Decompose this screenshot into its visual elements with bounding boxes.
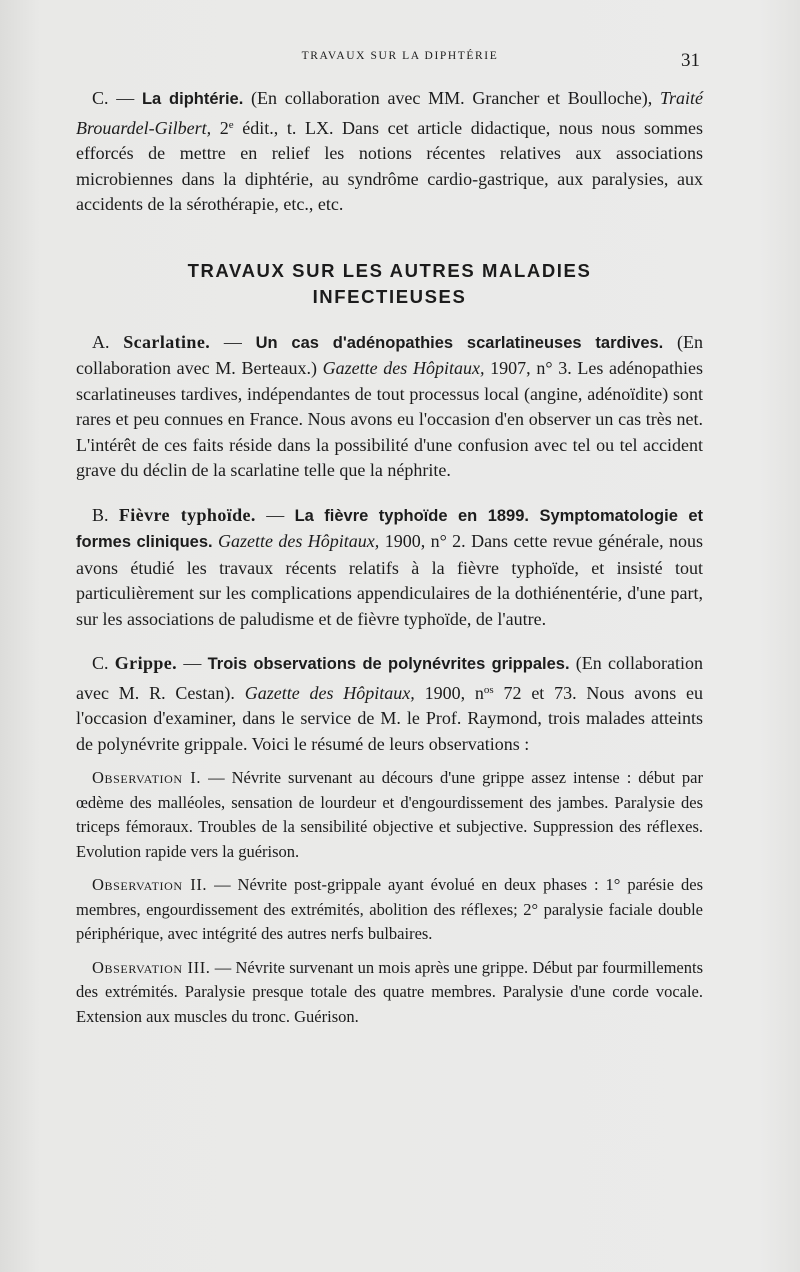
entry-title: La fièvre typhoïde en 1899. Symptomatologie et formes cliniques. [76,506,704,551]
paragraph-scarlatine [76,330,703,484]
disease-name: Fièvre typhoïde. [118,504,256,525]
observation-1 [76,766,703,864]
entry-marker: B. [92,504,109,525]
entry-description: 1907, n° 3. Les adénopathies scarlatineuses tardives, indépendantes de tout processus local (angine, adénoïdite) sont rares et peu connues en France. Nous avons eu l'occasion d'en observer un cas très net. L'intérêt de ces faits réside dans la possibilité d'une confusion avec tel ou tel accident grave du déclin de la scarlatine telle que la néphrite. [76,358,704,480]
spacer [76,484,703,503]
spacer [76,947,703,956]
section-heading-line-2: INFECTIEUSES [312,285,467,307]
section-heading-line-1: TRAVAUX SUR LES AUTRES MALADIES [187,259,592,281]
observation-text: — Névrite survenant au décours d'une grippe assez intense : début par œdème des malléoles, sensation de lourdeur et d'engourdissement des jambes. Paralysie des triceps fémoraux. Troubles de la sensibilité objective et subjective. Suppression des réflexes. Evolution rapide vers la guérison. [76,768,704,861]
observation-3 [76,956,703,1030]
disease-name: Scarlatine. [123,331,211,352]
entry-source: Gazette des Hôpitaux, [244,682,415,703]
observation-2 [76,873,703,947]
entry-description: 72 et 73. Nous avons eu l'occasion d'examiner, dans le service de M. le Prof. Raymond, trois malades atteints de polynévrite grippale. Voici le résumé de leurs observations : [76,682,704,754]
entry-collaboration: (En collaboration avec M. R. Cestan). [76,653,704,703]
spacer [76,864,703,873]
issue-superscript: os [483,683,494,696]
observation-text: — Névrite post-grippale ayant évolué en deux phases : 1° parésie des membres, engourdissement des extrémités, abolition des réflexes; 2° paralysie faciale double périphérique, avec intégrité des autres nerfs bulbaires. [76,875,703,943]
entry-issue: 1900, n [424,682,484,703]
entry-dash: — [223,331,242,352]
observation-label: Observation II. [92,875,208,894]
entry-dash: — [183,653,202,673]
section-heading [76,258,703,310]
entry-source: Gazette des Hôpitaux, [322,358,485,378]
spacer [76,757,703,766]
entry-description: édit., t. LX. Dans cet article didactique, nous nous sommes efforcés de mettre en relief les notions récentes relatives aux associations microbiennes dans la diphtérie, au syndrôme cardio-gastrique, aux paralysies, aux accidents de la sérothérapie, etc., etc. [76,117,704,214]
entry-title: La diphtérie. [141,90,244,108]
paragraph-diphterie [76,86,703,218]
edition-superscript: e [228,118,234,131]
entry-description: 1900, n° 2. Dans cette revue générale, nous avons étudié les travaux récents relatifs à la fièvre typhoïde, et insisté tout particulièrement sur les complications appendiculaires de la dothiénentérie, d'une part, sur les associations de paludisme et de fièvre typhoïde, de l'autre. [76,531,704,629]
entry-source: Traité Brouardel-Gilbert, [76,88,704,138]
page-number: 31 [681,50,700,71]
entry-title: Un cas d'adénopathies scarlatineuses tardives. [255,333,664,352]
disease-name: Grippe. [114,653,178,673]
observation-text: — Névrite survenant un mois après une grippe. Début par fourmillements des extrémités. Paralysie presque totale des quatre membres. Paralysie d'une corde vocale. Extension aux muscles du tronc. Guérison. [76,957,703,1026]
entry-title: Trois observations de polynévrites grippales. [207,655,570,673]
paragraph-grippe [76,651,703,757]
entry-marker: A. [92,331,110,352]
page-body [76,86,703,1029]
edition-number: 2 [219,117,229,138]
entry-collaboration: (En collaboration avec MM. Grancher et Boulloche), [251,88,653,108]
entry-collaboration: (En collaboration avec M. Berteaux.) [76,331,704,378]
paragraph-typhoide [76,503,703,633]
spacer [76,632,703,651]
observation-label: Observation I. [92,768,202,787]
running-head: TRAVAUX SUR LA DIPHTÉRIE [301,50,499,62]
entry-marker: C. [92,653,109,673]
entry-dash: — [266,504,285,525]
observation-label: Observation III. [92,957,211,977]
entry-marker: C. — [92,88,135,108]
entry-source: Gazette des Hôpitaux, [218,531,380,551]
